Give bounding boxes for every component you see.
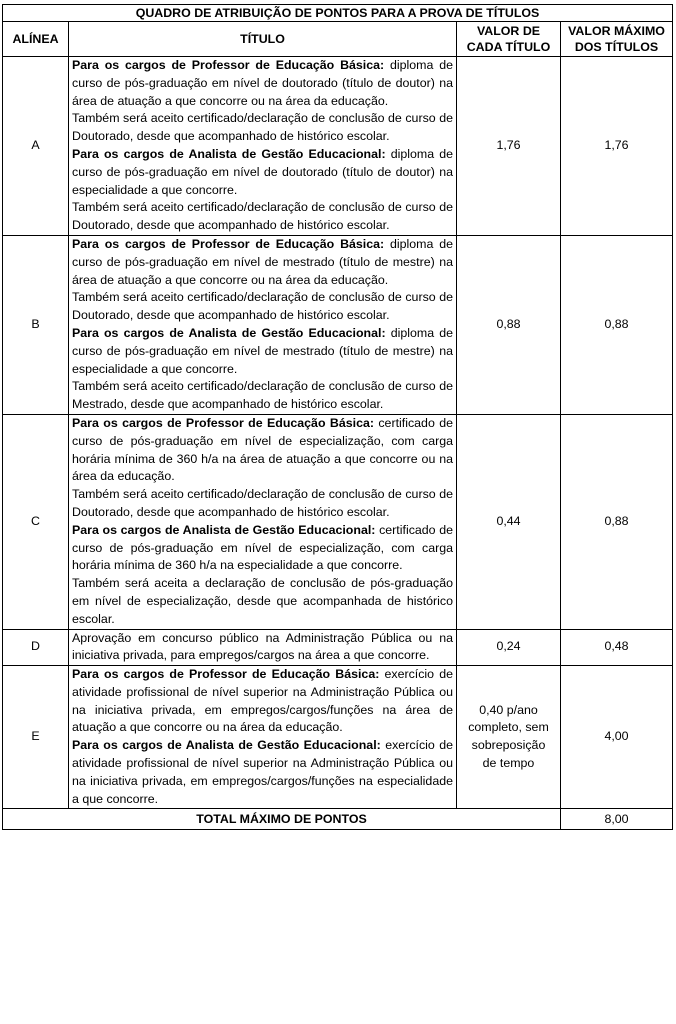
alinea-cell: C (3, 414, 69, 629)
maximo-cell: 0,88 (561, 414, 673, 629)
table-row-d (3, 629, 673, 666)
table-caption: QUADRO DE ATRIBUIÇÃO DE PONTOS PARA A PROVA DE TÍTULOS (3, 5, 673, 22)
titulo-cell: Para os cargos de Professor de Educação Básica: diploma de curso de pós-graduação em nível de doutorado (título de doutor) na área de atuação a que concorre ou na área da educação. Também será aceito certificado/declaração de conclusão de curso de Doutorado, desde que acompanhado de histórico escolar. Para os cargos de Analista de Gestão Educacional: diploma de curso de pós-graduação em nível de doutorado (título de doutor) na especialidade a que concorre. Também será aceito certificado/declaração de conclusão de curso de Doutorado, desde que acompanhado de histórico escolar. (69, 57, 457, 236)
table-row-c (3, 414, 673, 629)
table-row-b (3, 235, 673, 414)
header-titulo: TÍTULO (69, 22, 457, 57)
valor-cell: 0,24 (457, 629, 561, 666)
points-table (2, 4, 673, 830)
header-valor-maximo: VALOR MÁXIMO DOS TÍTULOS (561, 22, 673, 57)
maximo-cell: 0,48 (561, 629, 673, 666)
total-label: TOTAL MÁXIMO DE PONTOS (3, 809, 561, 830)
header-alinea: ALÍNEA (3, 22, 69, 57)
alinea-cell: E (3, 666, 69, 809)
maximo-cell: 4,00 (561, 666, 673, 809)
total-row (3, 809, 673, 830)
titulo-cell: Para os cargos de Professor de Educação Básica: diploma de curso de pós-graduação em nível de mestrado (título de mestre) na área de atuação a que concorre ou na área da educação. Também será aceito certificado/declaração de conclusão de curso de Doutorado, desde que acompanhado de histórico escolar. Para os cargos de Analista de Gestão Educacional: diploma de curso de pós-graduação em nível de mestrado (título de mestre) na especialidade a que concorre. Também será aceito certificado/declaração de conclusão de curso de Mestrado, desde que acompanhado de histórico escolar. (69, 235, 457, 414)
table-row-a (3, 57, 673, 236)
alinea-cell: B (3, 235, 69, 414)
titulo-cell: Aprovação em concurso público na Administração Pública ou na iniciativa privada, para empregos/cargos na área a que concorre. (69, 629, 457, 666)
total-value: 8,00 (561, 809, 673, 830)
valor-cell: 0,44 (457, 414, 561, 629)
maximo-cell: 1,76 (561, 57, 673, 236)
valor-cell: 0,40 p/ano completo, sem sobreposição de tempo (457, 666, 561, 809)
maximo-cell: 0,88 (561, 235, 673, 414)
titulo-cell: Para os cargos de Professor de Educação Básica: certificado de curso de pós-graduação em nível de especialização, com carga horária mínima de 360 h/a na área de atuação a que concorre ou na área da educação. Também será aceito certificado/declaração de conclusão de curso de Doutorado, desde que acompanhado de histórico escolar. Para os cargos de Analista de Gestão Educacional: certificado de curso de pós-graduação em nível de especialização, com carga horária mínima de 360 h/a na especialidade a que concorre. Também será aceita a declaração de conclusão de pós-graduação em nível de especialização, desde que acompanhada de histórico escolar. (69, 414, 457, 629)
table-row-e (3, 666, 673, 809)
titulo-cell: Para os cargos de Professor de Educação Básica: exercício de atividade profissional de nível superior na Administração Pública ou na iniciativa privada, em empregos/cargos/funções na área de atuação a que concorre ou na área da educação. Para os cargos de Analista de Gestão Educacional: exercício de atividade profissional de nível superior na Administração Pública ou na iniciativa privada, em empregos/cargos/funções na especialidade a que concorre. (69, 666, 457, 809)
header-valor-cada: VALOR DE CADA TÍTULO (457, 22, 561, 57)
valor-cell: 1,76 (457, 57, 561, 236)
valor-cell: 0,88 (457, 235, 561, 414)
alinea-cell: D (3, 629, 69, 666)
alinea-cell: A (3, 57, 69, 236)
